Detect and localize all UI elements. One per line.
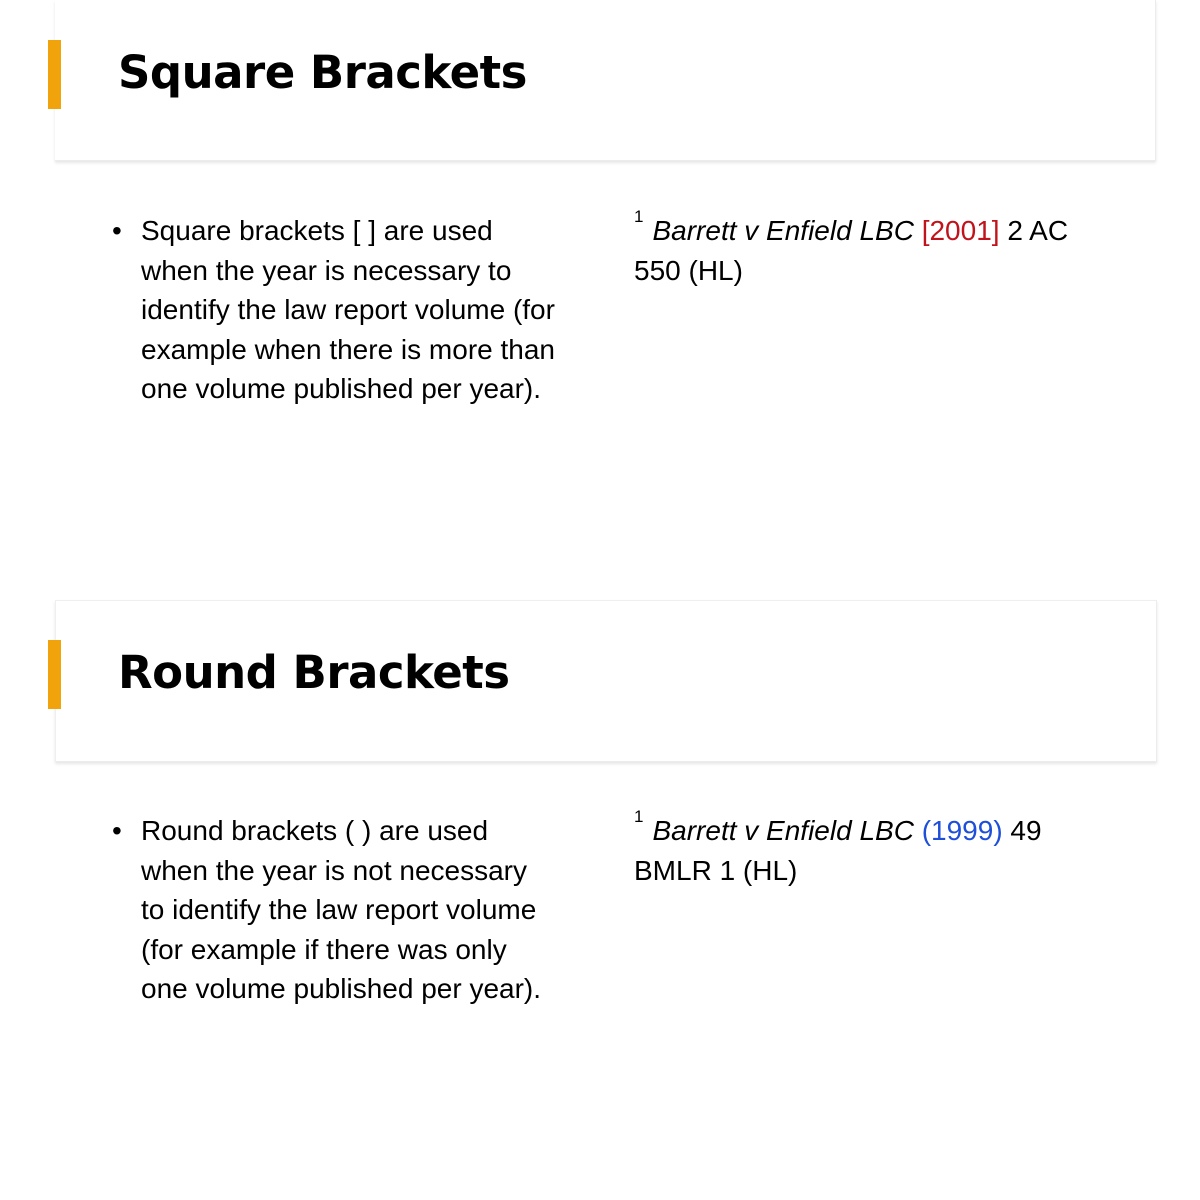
citation-reference: 2 AC: [1007, 215, 1069, 246]
bullet-line: one volume published per year).: [141, 973, 542, 1005]
bullet-line: when the year is not necessary: [141, 854, 527, 886]
citation-example: [634, 807, 1154, 890]
bullet-line: example when there is more than: [141, 333, 555, 365]
bullet-line: to identify the law report volume: [141, 894, 537, 926]
bullet-line: one volume published per year).: [141, 373, 542, 405]
citation-year: (1999): [921, 815, 1003, 846]
citation-line-2: BMLR 1 (HL): [634, 854, 798, 886]
bullet-text: [141, 211, 601, 409]
bullet-icon: •: [112, 215, 122, 246]
bullet-line: identify the law report volume (for: [141, 294, 555, 326]
slide-title: Square Brackets: [118, 46, 527, 99]
bullet-text: [141, 811, 601, 1009]
case-name: Barrett v Enfield LBC: [652, 815, 914, 846]
case-name: Barrett v Enfield LBC: [652, 215, 914, 246]
round-brackets-slide: [0, 600, 1200, 1200]
title-accent-bar: [48, 640, 61, 709]
bullet-line: Round brackets ( ) are used: [141, 815, 489, 846]
slide-title: Round Brackets: [118, 646, 510, 699]
citation-line-1: [634, 207, 1154, 251]
citation-example: [634, 207, 1154, 290]
bullet-line: Square brackets [ ] are used: [141, 215, 493, 246]
citation-year: [2001]: [921, 215, 1000, 246]
citation-reference: 49: [1010, 815, 1042, 846]
footnote-marker: 1: [634, 207, 644, 226]
title-accent-bar: [48, 40, 61, 109]
citation-line-2: 550 (HL): [634, 254, 743, 286]
bullet-icon: •: [112, 815, 122, 846]
footnote-marker: 1: [634, 807, 644, 826]
citation-line-1: [634, 807, 1154, 851]
bullet-line: (for example if there was only: [141, 933, 507, 965]
bullet-line: when the year is necessary to: [141, 254, 512, 286]
